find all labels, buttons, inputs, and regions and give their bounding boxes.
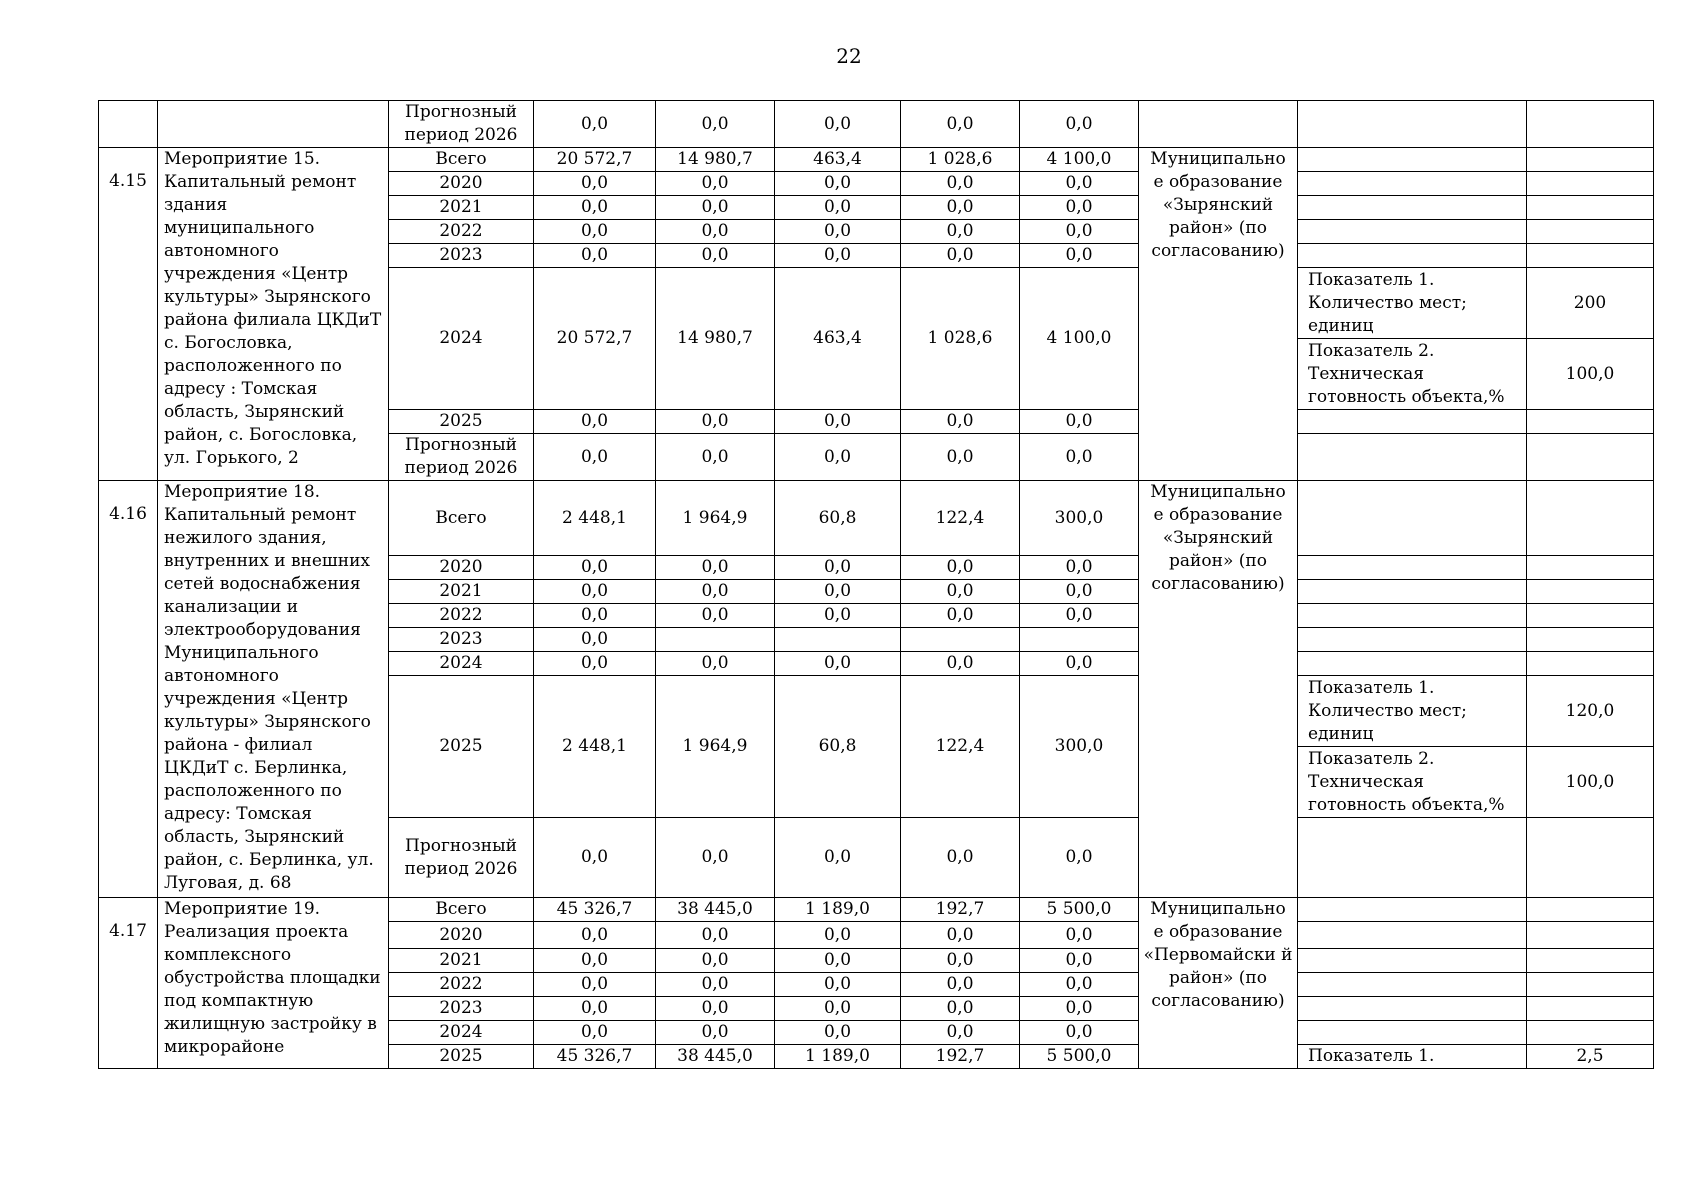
period-cell: 2023 [389, 244, 534, 268]
value-cell: 300,0 [1020, 676, 1139, 818]
value-cell: 5 500,0 [1020, 1045, 1139, 1069]
value-cell [901, 628, 1020, 652]
value-cell: 0,0 [1020, 410, 1139, 434]
period-cell: 2020 [389, 556, 534, 580]
indicator-name-cell [1298, 481, 1527, 556]
value-cell: 38 445,0 [656, 1045, 775, 1069]
indicator-value-cell [1527, 101, 1654, 148]
indicator-value-cell [1527, 434, 1654, 481]
value-cell: 1 028,6 [901, 268, 1020, 410]
period-cell: 2024 [389, 652, 534, 676]
value-cell: 0,0 [775, 1021, 901, 1045]
value-cell: 0,0 [901, 652, 1020, 676]
indicator-value-cell [1527, 220, 1654, 244]
value-cell: 1 964,9 [656, 676, 775, 818]
indicator-name-cell [1298, 196, 1527, 220]
indicator-value-cell [1527, 148, 1654, 172]
indicator-value-cell [1527, 949, 1654, 973]
value-cell: 0,0 [656, 410, 775, 434]
value-cell: 0,0 [534, 196, 656, 220]
value-cell: 0,0 [775, 244, 901, 268]
value-cell: 0,0 [775, 220, 901, 244]
value-cell: 0,0 [656, 973, 775, 997]
value-cell: 0,0 [534, 434, 656, 481]
value-cell: 0,0 [775, 434, 901, 481]
value-cell: 0,0 [534, 101, 656, 148]
value-cell: 1 189,0 [775, 1045, 901, 1069]
value-cell: 20 572,7 [534, 148, 656, 172]
indicator-name-cell [1298, 220, 1527, 244]
indicator-value-cell [1527, 556, 1654, 580]
value-cell: 0,0 [1020, 220, 1139, 244]
value-cell: 1 028,6 [901, 148, 1020, 172]
value-cell: 0,0 [775, 949, 901, 973]
value-cell: 0,0 [775, 818, 901, 898]
value-cell: 0,0 [901, 172, 1020, 196]
period-cell: 2020 [389, 172, 534, 196]
measure-description: Мероприятие 18. Капитальный ремонт нежилого здания, внутренних и внешних сетей водоснабжения канализации и электрооборудования Муниципального автономного учреждения «Центр культуры» Зырянского района - филиал ЦКДиТ с. Берлинка, расположенного по адресу: Томская область, Зырянский район, с. Берлинка, ул. Луговая, д. 68 [158, 481, 389, 898]
value-cell: 122,4 [901, 481, 1020, 556]
value-cell: 0,0 [1020, 997, 1139, 1021]
indicator-name-cell [1298, 148, 1527, 172]
value-cell: 0,0 [901, 580, 1020, 604]
value-cell: 0,0 [901, 220, 1020, 244]
indicator-name-cell: Показатель 1. Количество мест; единиц [1298, 676, 1527, 747]
value-cell: 0,0 [534, 997, 656, 1021]
indicator-value-cell [1527, 1021, 1654, 1045]
period-cell: 2020 [389, 922, 534, 949]
value-cell: 0,0 [656, 580, 775, 604]
measure-description: Мероприятие 19. Реализация проекта комплексного обустройства площадки под компактную жилищную застройку в микрорайоне [158, 898, 389, 1069]
executor-cell: Муниципально е образование «Зырянский район» (по согласованию) [1139, 148, 1298, 481]
value-cell: 14 980,7 [656, 148, 775, 172]
value-cell: 5 500,0 [1020, 898, 1139, 922]
value-cell: 14 980,7 [656, 268, 775, 410]
value-cell: 0,0 [656, 922, 775, 949]
value-cell: 0,0 [534, 580, 656, 604]
value-cell: 0,0 [534, 973, 656, 997]
value-cell [656, 628, 775, 652]
indicator-name-cell [1298, 580, 1527, 604]
period-cell: Прогнозный период 2026 [389, 434, 534, 481]
value-cell: 0,0 [775, 922, 901, 949]
period-cell: 2022 [389, 604, 534, 628]
value-cell: 0,0 [534, 172, 656, 196]
period-cell: 2025 [389, 410, 534, 434]
row-number-cell [99, 101, 158, 148]
indicator-value-cell: 2,5 [1527, 1045, 1654, 1069]
indicator-name-cell: Показатель 1. [1298, 1045, 1527, 1069]
indicator-name-cell: Показатель 2. Техническая готовность объекта,% [1298, 339, 1527, 410]
indicator-value-cell: 200 [1527, 268, 1654, 339]
period-cell: 2024 [389, 1021, 534, 1045]
value-cell: 0,0 [1020, 652, 1139, 676]
value-cell: 0,0 [901, 556, 1020, 580]
value-cell: 0,0 [1020, 196, 1139, 220]
value-cell: 0,0 [901, 922, 1020, 949]
value-cell: 463,4 [775, 148, 901, 172]
indicator-name-cell [1298, 973, 1527, 997]
value-cell: 0,0 [1020, 172, 1139, 196]
indicator-name-cell [1298, 172, 1527, 196]
indicator-value-cell: 120,0 [1527, 676, 1654, 747]
indicator-name-cell [1298, 604, 1527, 628]
value-cell: 0,0 [1020, 556, 1139, 580]
period-cell: 2021 [389, 580, 534, 604]
value-cell: 0,0 [656, 434, 775, 481]
value-cell: 0,0 [775, 172, 901, 196]
value-cell: 0,0 [534, 556, 656, 580]
indicator-name-cell [1298, 652, 1527, 676]
value-cell: 0,0 [1020, 604, 1139, 628]
period-cell: 2023 [389, 997, 534, 1021]
value-cell: 0,0 [534, 220, 656, 244]
value-cell: 0,0 [534, 652, 656, 676]
value-cell: 0,0 [775, 196, 901, 220]
value-cell: 0,0 [1020, 973, 1139, 997]
period-cell: Всего [389, 481, 534, 556]
value-cell: 0,0 [656, 949, 775, 973]
indicator-value-cell [1527, 580, 1654, 604]
description-cell [158, 101, 389, 148]
value-cell: 45 326,7 [534, 898, 656, 922]
measure-description: Мероприятие 15. Капитальный ремонт здания муниципального автономного учреждения «Центр культуры» Зырянского района филиала ЦКДиТ с. Богословка, расположенного по адресу : Томская область, Зырянский район, с. Богословка, ул. Горького, 2 [158, 148, 389, 481]
value-cell: 0,0 [656, 172, 775, 196]
value-cell: 60,8 [775, 481, 901, 556]
value-cell: 0,0 [1020, 1021, 1139, 1045]
period-cell: Всего [389, 898, 534, 922]
executor-cell: Муниципально е образование «Первомайски й район» (по согласованию) [1139, 898, 1298, 1069]
value-cell: 0,0 [1020, 818, 1139, 898]
indicator-name-cell [1298, 101, 1527, 148]
value-cell: 1 189,0 [775, 898, 901, 922]
period-cell: 2022 [389, 220, 534, 244]
value-cell: 45 326,7 [534, 1045, 656, 1069]
indicator-name-cell [1298, 410, 1527, 434]
indicator-name-cell [1298, 244, 1527, 268]
value-cell: 0,0 [901, 101, 1020, 148]
value-cell: 60,8 [775, 676, 901, 818]
value-cell: 0,0 [534, 818, 656, 898]
value-cell: 0,0 [656, 101, 775, 148]
value-cell: 0,0 [901, 244, 1020, 268]
indicator-name-cell [1298, 556, 1527, 580]
page-number: 22 [836, 44, 862, 68]
indicator-value-cell [1527, 652, 1654, 676]
value-cell: 0,0 [534, 1021, 656, 1045]
value-cell: 0,0 [775, 556, 901, 580]
indicator-value-cell [1527, 973, 1654, 997]
period-cell: Всего [389, 148, 534, 172]
executor-cell [1139, 101, 1298, 148]
value-cell: 4 100,0 [1020, 148, 1139, 172]
period-cell: 2021 [389, 196, 534, 220]
value-cell: 0,0 [534, 949, 656, 973]
value-cell: 0,0 [656, 556, 775, 580]
indicator-value-cell: 100,0 [1527, 747, 1654, 818]
period-cell: 2025 [389, 1045, 534, 1069]
value-cell: 192,7 [901, 1045, 1020, 1069]
value-cell: 0,0 [901, 1021, 1020, 1045]
indicator-value-cell [1527, 196, 1654, 220]
value-cell: 463,4 [775, 268, 901, 410]
value-cell: 0,0 [775, 652, 901, 676]
indicator-value-cell [1527, 410, 1654, 434]
row-number: 4.15 [99, 148, 158, 481]
value-cell: 0,0 [1020, 434, 1139, 481]
value-cell: 0,0 [775, 410, 901, 434]
period-cell: Прогнозный период 2026 [389, 101, 534, 148]
value-cell: 0,0 [534, 244, 656, 268]
value-cell: 2 448,1 [534, 481, 656, 556]
value-cell: 20 572,7 [534, 268, 656, 410]
value-cell: 0,0 [656, 1021, 775, 1045]
indicator-name-cell [1298, 922, 1527, 949]
value-cell: 0,0 [1020, 580, 1139, 604]
value-cell: 0,0 [656, 244, 775, 268]
period-cell: Прогнозный период 2026 [389, 818, 534, 898]
indicator-value-cell [1527, 997, 1654, 1021]
indicator-name-cell: Показатель 1. Количество мест; единиц [1298, 268, 1527, 339]
table-row [99, 481, 1654, 556]
value-cell: 0,0 [656, 818, 775, 898]
value-cell: 0,0 [1020, 949, 1139, 973]
value-cell: 0,0 [901, 949, 1020, 973]
value-cell: 192,7 [901, 898, 1020, 922]
row-number: 4.17 [99, 898, 158, 1069]
row-number: 4.16 [99, 481, 158, 898]
value-cell: 0,0 [775, 580, 901, 604]
value-cell: 0,0 [1020, 101, 1139, 148]
value-cell: 0,0 [534, 604, 656, 628]
value-cell: 2 448,1 [534, 676, 656, 818]
value-cell: 0,0 [534, 628, 656, 652]
indicator-name-cell [1298, 949, 1527, 973]
period-cell: 2024 [389, 268, 534, 410]
value-cell: 0,0 [901, 818, 1020, 898]
value-cell: 0,0 [775, 973, 901, 997]
value-cell: 0,0 [656, 997, 775, 1021]
table-row [99, 148, 1654, 172]
table-row [99, 101, 1654, 148]
value-cell: 0,0 [901, 973, 1020, 997]
indicator-name-cell [1298, 628, 1527, 652]
indicator-name-cell [1298, 898, 1527, 922]
value-cell: 0,0 [901, 410, 1020, 434]
indicator-value-cell [1527, 898, 1654, 922]
period-cell: 2023 [389, 628, 534, 652]
period-cell: 2025 [389, 676, 534, 818]
indicator-value-cell [1527, 818, 1654, 898]
indicator-value-cell [1527, 922, 1654, 949]
value-cell: 0,0 [901, 434, 1020, 481]
value-cell: 122,4 [901, 676, 1020, 818]
value-cell: 0,0 [901, 604, 1020, 628]
value-cell: 0,0 [534, 922, 656, 949]
value-cell: 38 445,0 [656, 898, 775, 922]
value-cell [1020, 628, 1139, 652]
executor-cell: Муниципально е образование «Зырянский район» (по согласованию) [1139, 481, 1298, 898]
indicator-name-cell: Показатель 2. Техническая готовность объекта,% [1298, 747, 1527, 818]
indicator-value-cell [1527, 172, 1654, 196]
value-cell: 0,0 [1020, 922, 1139, 949]
table-row [99, 898, 1654, 922]
value-cell: 0,0 [901, 997, 1020, 1021]
indicator-value-cell [1527, 244, 1654, 268]
value-cell: 0,0 [656, 196, 775, 220]
value-cell: 1 964,9 [656, 481, 775, 556]
value-cell: 0,0 [656, 604, 775, 628]
indicator-value-cell: 100,0 [1527, 339, 1654, 410]
indicator-name-cell [1298, 1021, 1527, 1045]
value-cell: 0,0 [775, 604, 901, 628]
value-cell: 300,0 [1020, 481, 1139, 556]
value-cell: 0,0 [775, 101, 901, 148]
value-cell: 0,0 [656, 220, 775, 244]
indicator-value-cell [1527, 628, 1654, 652]
indicator-value-cell [1527, 481, 1654, 556]
program-table [98, 100, 1654, 1069]
indicator-name-cell [1298, 997, 1527, 1021]
indicator-name-cell [1298, 818, 1527, 898]
value-cell: 0,0 [901, 196, 1020, 220]
value-cell: 0,0 [775, 997, 901, 1021]
value-cell: 0,0 [656, 652, 775, 676]
period-cell: 2021 [389, 949, 534, 973]
period-cell: 2022 [389, 973, 534, 997]
indicator-name-cell [1298, 434, 1527, 481]
value-cell [775, 628, 901, 652]
indicator-value-cell [1527, 604, 1654, 628]
value-cell: 0,0 [534, 410, 656, 434]
value-cell: 4 100,0 [1020, 268, 1139, 410]
value-cell: 0,0 [1020, 244, 1139, 268]
